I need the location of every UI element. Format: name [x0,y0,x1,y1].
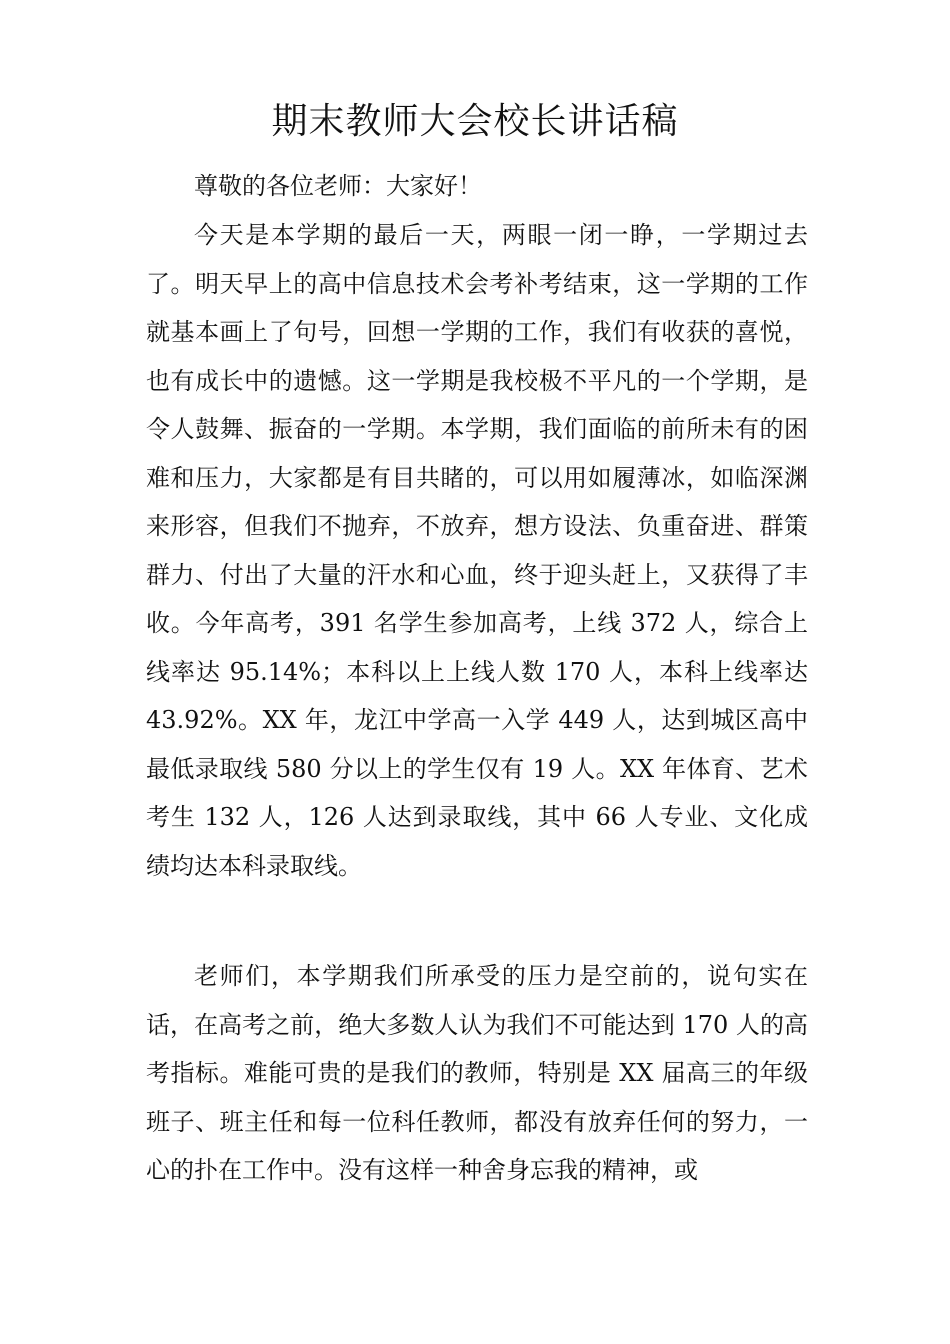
paragraph-2: 老师们，本学期我们所承受的压力是空前的，说句实在话，在高考之前，绝大多数人认为我们不可能达到 170 人的高考指标。难能可贵的是我们的教师，特别是 XX 届高三的年级班子、班主任和每一位科任教师，都没有放弃任何的努力，一心的扑在工作中。没有这样一种舍身忘我的精神，或 [146,962,808,1184]
paragraph-1: 今天是本学期的最后一天，两眼一闭一睁，一学期过去了。明天早上的高中信息技术会考补考结束，这一学期的工作就基本画上了句号，回想一学期的工作，我们有收获的喜悦，也有成长中的遗憾。这一学期是我校极不平凡的一个学期，是令人鼓舞、振奋的一学期。本学期，我们面临的前所未有的困难和压力，大家都是有目共睹的，可以用如履薄冰，如临深渊来形容，但我们不抛弃，不放弃，想方设法、负重奋进、群策群力、付出了大量的汗水和心血，终于迎头赶上，又获得了丰收。今年高考，391 名学生参加高考，上线 372 人，综合上线率达 95.14%；本科以上上线人数 170 人，本科上线率达 43.92%。XX 年，龙江中学高一入学 449 人，达到城区高中最低录取线 580 分以上的学生仅有 19 人。XX 年体育、艺术考生 132 人，126 人达到录取线，其中 66 人专业、文化成绩均达本科录取线。 [146,221,808,880]
greeting-line: 尊敬的各位老师：大家好！ [194,172,482,200]
document-title: 期末教师大会校长讲话稿 [271,101,679,142]
